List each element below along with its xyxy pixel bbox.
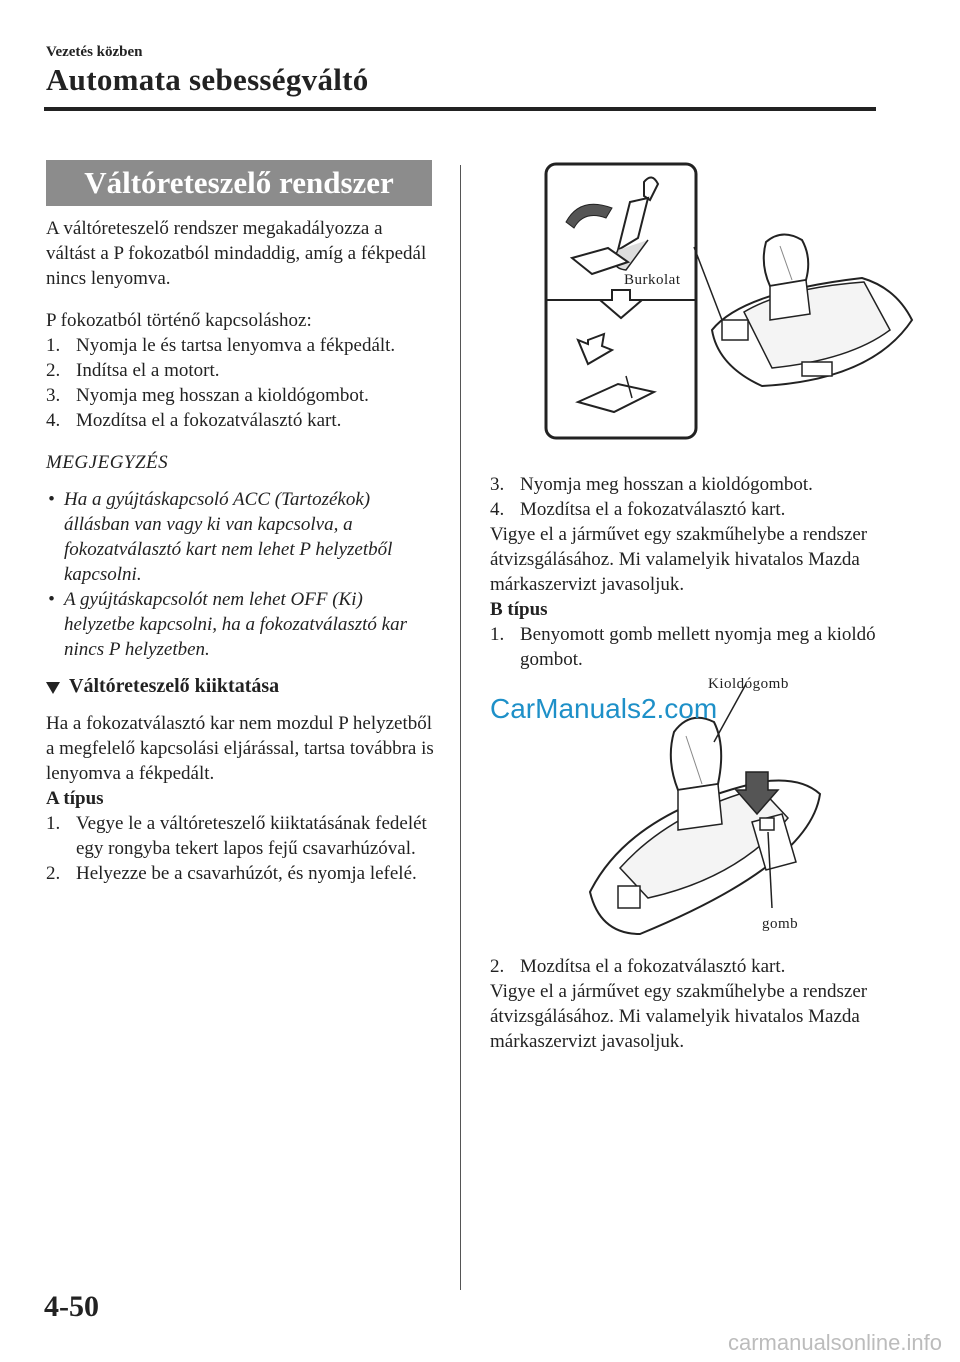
figure-label-cover: Burkolat: [624, 272, 681, 288]
list-item: 4. Mozdítsa el a fokozatválasztó kart.: [46, 410, 342, 431]
header-rule: [44, 107, 876, 111]
watermark: CarManuals2.com: [490, 693, 718, 724]
service-paragraph-b: Vigye el a járművet egy szakműhelybe a rendszer átvizsgálásához. Mi valamelyik hivatalos Mazda márkaszervizt javasoljuk.: [490, 981, 868, 1052]
steps-intro: P fokozatból történő kapcsoláshoz:: [46, 310, 312, 331]
subsection-title: Váltóreteszelő kiiktatása: [46, 674, 434, 699]
list-item: 2. Mozdítsa el a fokozatválasztó kart.: [490, 956, 786, 977]
right-column: [490, 162, 890, 1054]
list-item: 3. Nyomja meg hosszan a kioldógombot.: [46, 385, 369, 406]
page-number: 4-50: [44, 1290, 99, 1323]
list-item: 1. Vegye le a váltóreteszelő kiiktatásának fedelét egy rongyba tekert lapos fejű csavarhúzóval.: [46, 813, 427, 859]
figure-shift-lock-cover: [544, 162, 924, 458]
left-column: [46, 160, 434, 886]
figure-label-button: gomb: [762, 916, 799, 932]
figure-label-release-button: Kioldógomb: [708, 676, 789, 692]
running-header: Vezetés közben: [46, 44, 143, 60]
list-item: 1. Benyomott gomb mellett nyomja meg a kioldó gombot.: [490, 624, 876, 670]
intro-paragraph: A váltóreteszelő rendszer megakadályozza a váltást a P fokozatból mindaddig, amíg a fékpedál nincs lenyomva.: [46, 218, 427, 289]
site-watermark: carmanualsonline.info: [727, 1330, 942, 1355]
subsection-paragraph: Ha a fokozatválasztó kar nem mozdul P helyzetből a megfelelő kapcsolási eljárással, tartsa továbbra is lenyomva a fékpedált.: [46, 713, 434, 784]
figure-release-button: [490, 672, 890, 940]
column-divider: [460, 165, 461, 1290]
note-item: • Ha a gyújtáskapcsoló ACC (Tartozékok) állásban van vagy ki van kapcsolva, a fokozatválasztó kart nem lehet P helyzetből kapcsolni.: [48, 489, 393, 585]
triangle-icon: [46, 682, 60, 694]
chapter-title: Automata sebességváltó: [46, 62, 369, 97]
list-item: 1. Nyomja le és tartsa lenyomva a fékpedált.: [46, 335, 396, 356]
type-b-heading: B típus: [490, 599, 548, 620]
note-title: MEGJEGYZÉS: [46, 452, 169, 473]
list-item: 2. Indítsa el a motort.: [46, 360, 220, 381]
service-paragraph: Vigye el a járművet egy szakműhelybe a rendszer átvizsgálásához. Mi valamelyik hivatalos Mazda márkaszervizt javasoljuk.: [490, 524, 868, 595]
list-item: 3. Nyomja meg hosszan a kioldógombot.: [490, 474, 813, 495]
list-item: 4. Mozdítsa el a fokozatválasztó kart.: [490, 499, 786, 520]
shift-lock-illustration: [544, 162, 924, 458]
list-item: 2. Helyezze be a csavarhúzót, és nyomja lefelé.: [46, 863, 417, 884]
type-a-heading: A típus: [46, 788, 104, 809]
section-title: Váltóreteszelő rendszer: [46, 160, 432, 206]
note-item: • A gyújtáskapcsolót nem lehet OFF (Ki) helyzetbe kapcsolni, ha a fokozatválasztó kar nincs P helyzetben.: [48, 589, 407, 660]
